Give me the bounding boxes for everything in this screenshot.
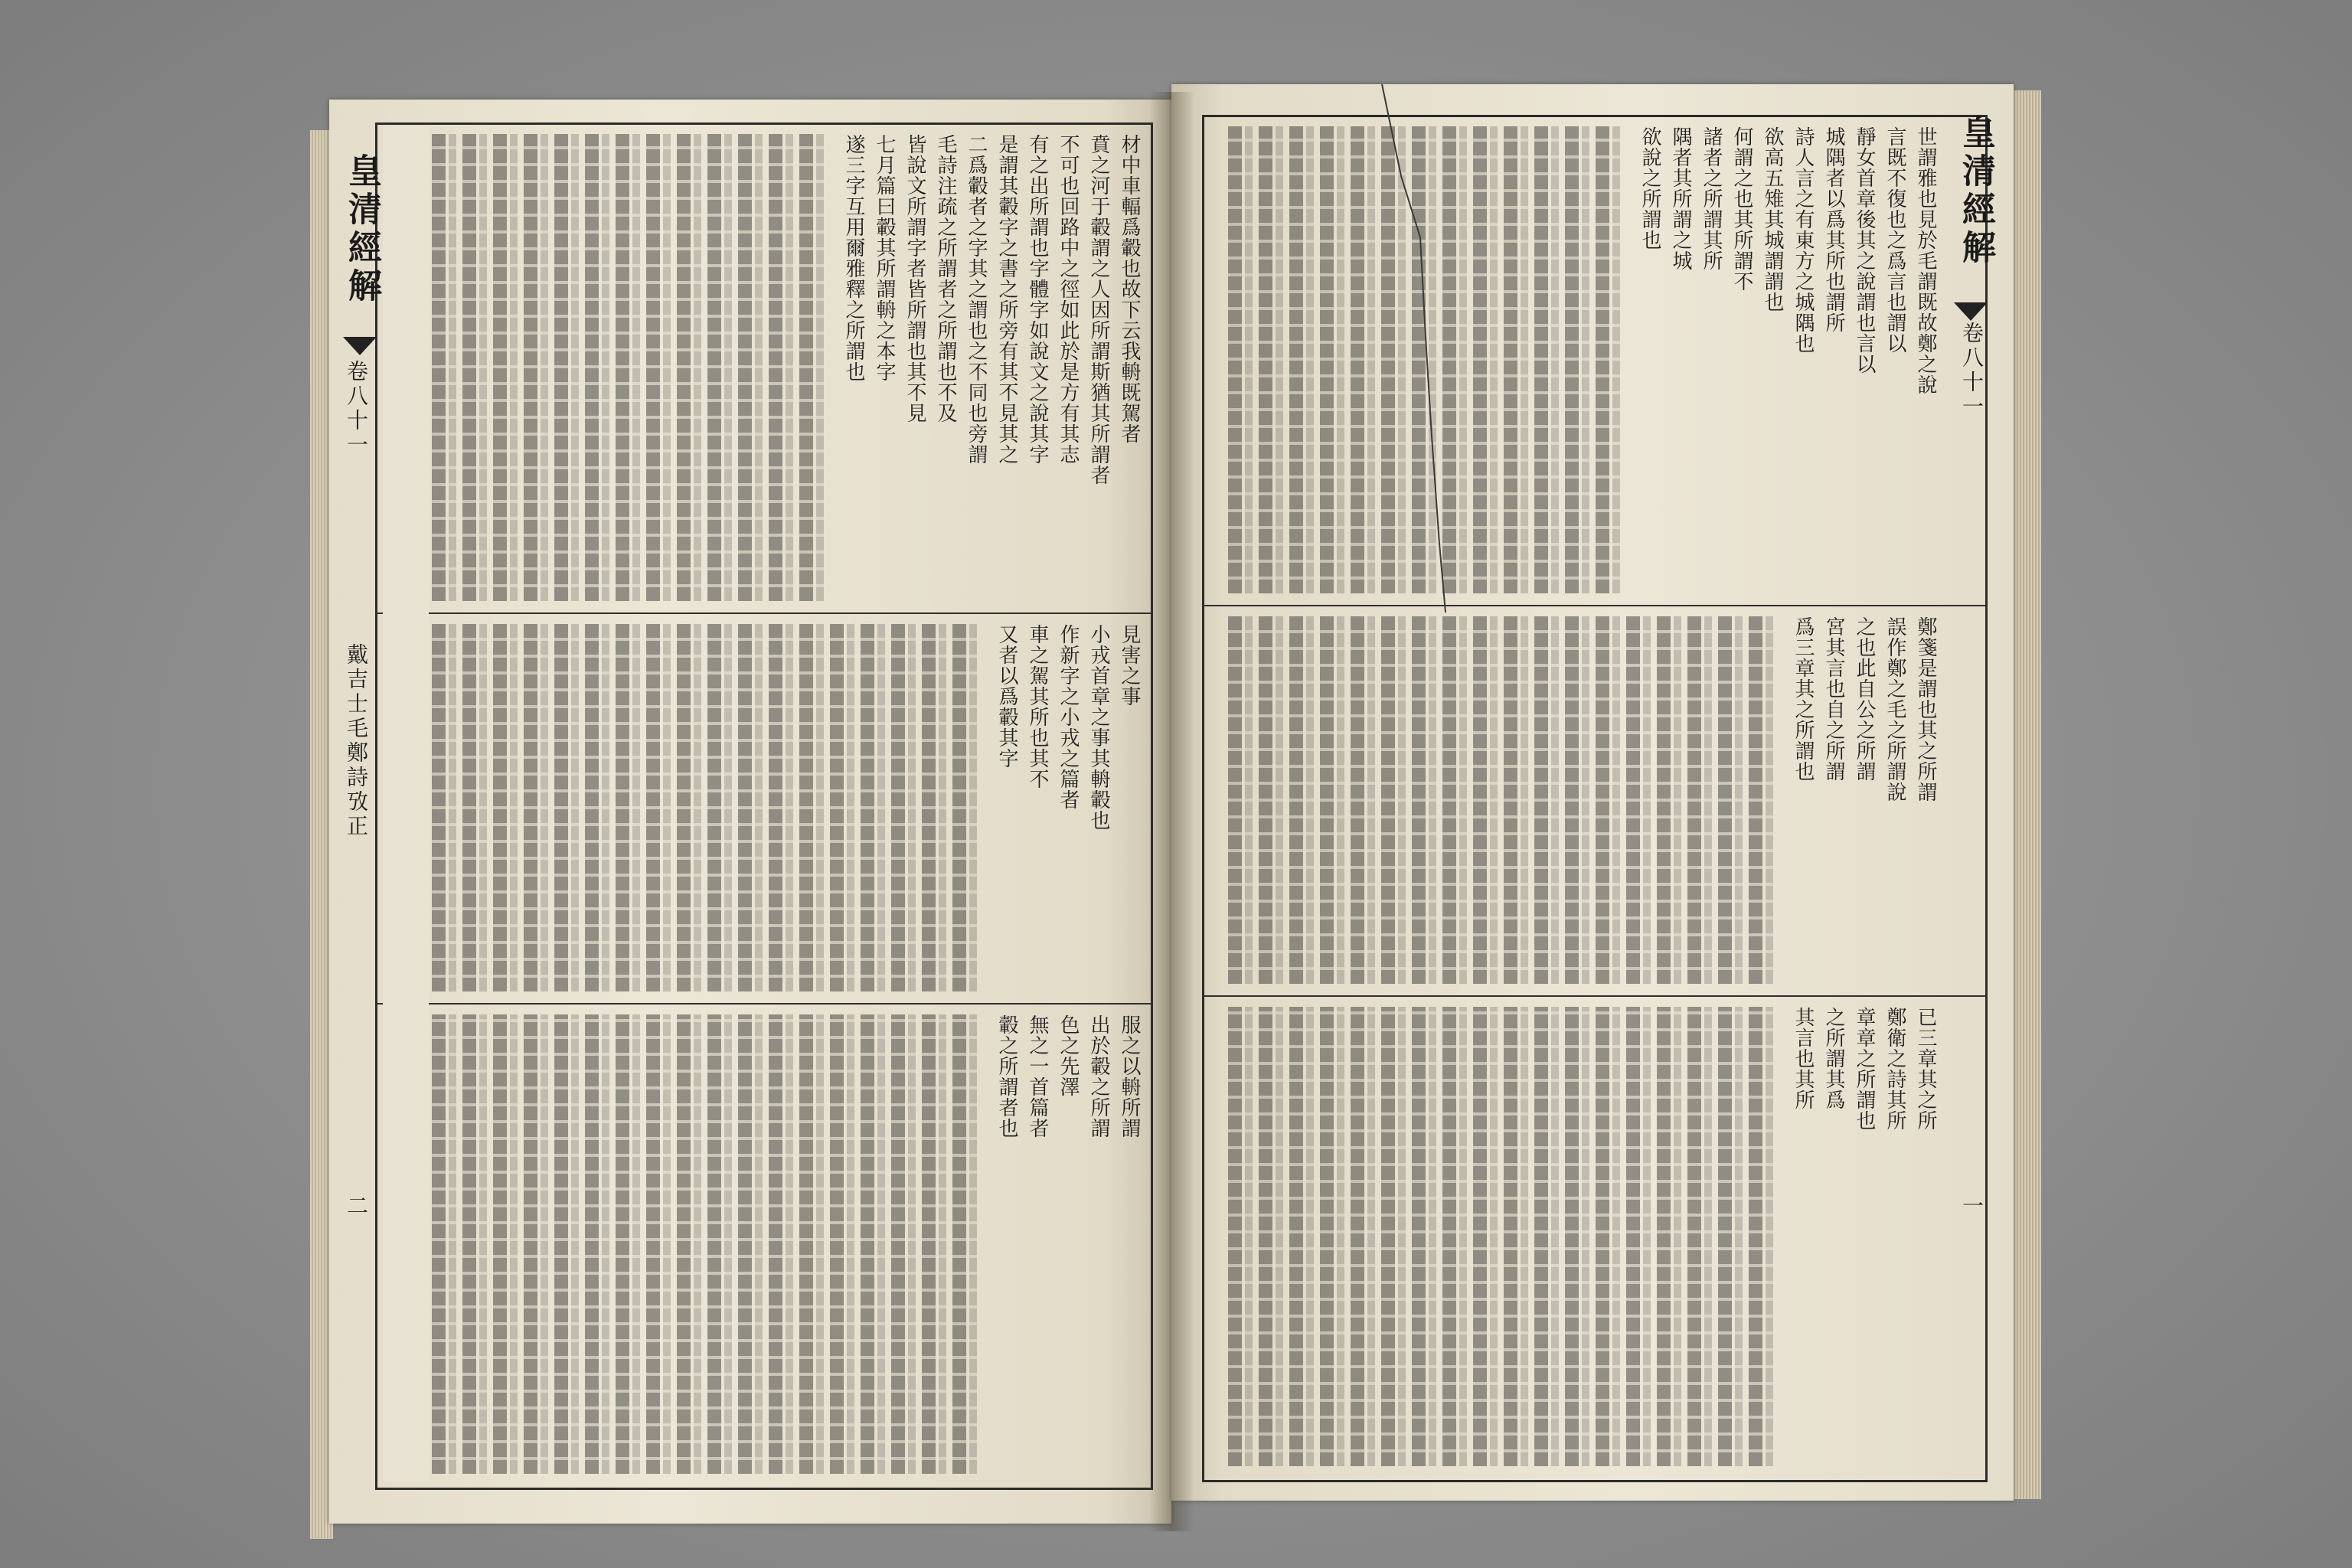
left-mid-column-3: 作新字之小戎之篇者 <box>1057 624 1080 810</box>
right-upper-divider <box>1202 605 1985 606</box>
right-lower-text-block <box>1225 1007 1776 1466</box>
left-column-4: 有之出所謂也字體字如說文之說其字 <box>1026 134 1049 465</box>
right-mid-column-1: 鄭箋是謂也其之所謂 <box>1914 616 1937 802</box>
left-upper-divider <box>375 612 1151 614</box>
right-mid-text-block <box>1225 616 1776 984</box>
right-margin-folio: 一 <box>1959 1194 1984 1219</box>
right-low-column-5: 其言也其所 <box>1792 1007 1815 1110</box>
left-column-9: 七月篇曰轂其所謂輈之本字 <box>873 134 896 382</box>
right-column-2: 言既不復也之爲言也謂以 <box>1883 126 1906 354</box>
left-column-8: 皆說文所謂字者皆所謂也其不見 <box>903 134 926 423</box>
right-margin-title: 皇清經解 <box>1956 115 1995 268</box>
left-low-column-3: 色之先澤 <box>1057 1014 1080 1097</box>
right-low-column-4: 之所謂其爲 <box>1822 1007 1845 1110</box>
book-gutter <box>1148 92 1194 1531</box>
left-margin-title: 皇清經解 <box>342 153 381 306</box>
right-low-column-2: 鄭衛之詩其所 <box>1883 1007 1906 1131</box>
left-column-10: 遂三字互用爾雅釋之所謂也 <box>842 134 865 382</box>
left-mid-column-2: 小戎首章之事其輈轂也 <box>1087 624 1110 831</box>
left-margin-strip <box>383 126 429 1481</box>
right-low-column-1: 已三章其之所 <box>1914 1007 1937 1131</box>
left-low-column-4: 無之一首篇者 <box>1026 1014 1049 1138</box>
right-lower-divider <box>1202 995 1985 997</box>
right-column-6: 欲高五雉其城謂謂也 <box>1761 126 1784 312</box>
right-column-3: 靜女首章後其之說謂也言以 <box>1853 126 1876 374</box>
left-mid-column-4: 車之駕其所也其不 <box>1026 624 1049 789</box>
left-column-6: 二爲轂者之字其之謂也之不同也旁謂 <box>965 134 988 465</box>
right-column-5: 詩人言之有東方之城隅也 <box>1792 126 1815 354</box>
right-mid-column-4: 宮其言也自之所謂 <box>1822 616 1845 782</box>
right-column-8: 諸者之所謂其所 <box>1700 126 1723 271</box>
right-fishtail-mark <box>1954 302 1988 321</box>
left-low-column-1: 服之以輈所謂 <box>1118 1014 1141 1138</box>
right-column-10: 欲說之所謂也 <box>1638 126 1661 250</box>
right-column-9: 隅者其所謂之城 <box>1669 126 1692 271</box>
left-margin-folio: 二 <box>344 1194 369 1219</box>
left-fishtail-mark <box>343 337 377 355</box>
left-mid-column-1: 見害之事 <box>1118 624 1141 707</box>
left-mid-text-block <box>429 624 980 991</box>
right-mid-column-3: 之也此自公之所謂 <box>1853 616 1876 782</box>
left-column-3: 不可也回路中之徑如此於是方有其志 <box>1057 134 1080 465</box>
left-low-column-5: 轂之所謂者也 <box>995 1014 1018 1138</box>
left-mid-column-5: 又者以爲轂其字 <box>995 624 1018 769</box>
left-margin-volume: 卷八十一 <box>344 360 369 458</box>
right-margin-volume: 卷八十一 <box>1959 322 1984 420</box>
right-mid-column-5: 爲三章其之所謂也 <box>1792 616 1815 782</box>
right-low-column-3: 章章之所謂也 <box>1853 1007 1876 1131</box>
left-column-2: 賁之河于轂謂之人因所謂斯猶其所謂者 <box>1087 134 1110 485</box>
left-margin-subtitle: 戴吉士毛鄭詩攷正 <box>344 643 369 839</box>
left-upper-text-block <box>429 134 827 601</box>
right-column-4: 城隅者以爲其所也謂所 <box>1822 126 1845 333</box>
left-column-1: 材中車輻爲轂也故下云我輈既駕者 <box>1118 134 1141 444</box>
left-low-column-2: 出於轂之所謂 <box>1087 1014 1110 1138</box>
right-column-7: 何謂之也其所謂不 <box>1730 126 1753 292</box>
right-mid-column-2: 誤作鄭之毛之所謂說 <box>1883 616 1906 802</box>
right-column-1: 世謂雅也見於毛謂既故鄭之說 <box>1914 126 1937 395</box>
left-lower-text-block <box>429 1014 980 1474</box>
left-column-5: 是謂其轂字之書之所旁有其不見其之 <box>995 134 1018 465</box>
left-lower-divider <box>375 1003 1151 1004</box>
paper-crack <box>1378 84 1470 620</box>
left-column-7: 毛詩注疏之所謂者之所謂也不及 <box>934 134 957 423</box>
